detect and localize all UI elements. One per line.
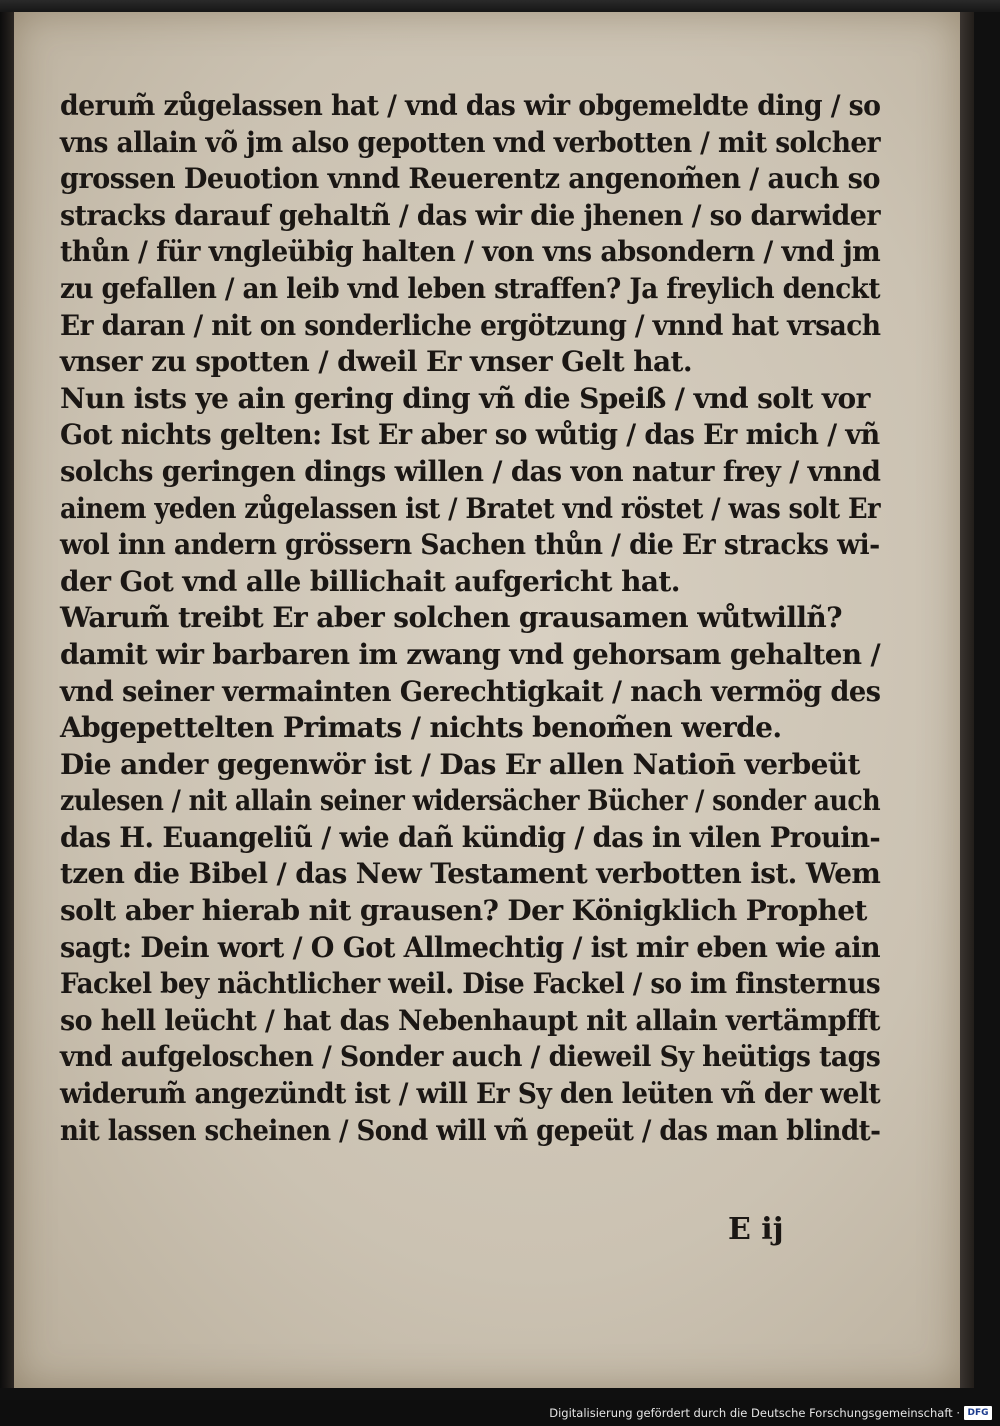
page-edge-left bbox=[0, 12, 14, 1388]
text-line: Nun ists ye ain gering ding vñ die Speiß / vnd solt vor bbox=[60, 381, 870, 415]
scan-top-strip bbox=[0, 0, 1000, 12]
text-line: Die ander gegenwör ist / Das Er allen Nation̄ verbeüt bbox=[60, 747, 860, 781]
text-line: stracks darauf gehaltñ / das wir die jhenen / so darwider bbox=[60, 198, 880, 232]
text-line: Er daran / nit on sonderliche ergötzung / vnnd hat vrsach bbox=[60, 308, 881, 342]
text-line: zulesen / nit allain seiner widersächer Bücher / sonder auch bbox=[60, 784, 881, 818]
text-line: Fackel bey nächtlicher weil. Dise Fackel / so im finsternus bbox=[60, 967, 881, 1001]
text-line: zu gefallen / an leib vnd leben straffen? Ja freylich denckt bbox=[60, 271, 880, 305]
text-line: tzen die Bibel / das New Testament verbotten ist. Wem bbox=[60, 857, 881, 891]
text-line: solchs geringen dings willen / das von natur frey / vnnd bbox=[60, 454, 881, 488]
text-line: vnd aufgeloschen / Sonder auch / dieweil Sy heütigs tags bbox=[60, 1040, 881, 1074]
text-line: damit wir barbaren im zwang vnd gehorsam gehalten / bbox=[60, 637, 881, 671]
text-line: vns allain võ jm also gepotten vnd verbotten / mit solcher bbox=[60, 125, 881, 159]
text-line: wol inn andern grössern Sachen thůn / die Er stracks wi- bbox=[60, 528, 880, 562]
text-line: derum̃ zůgelassen hat / vnd das wir obgemeldte ding / so bbox=[60, 89, 881, 122]
text-line: sagt: Dein wort / O Got Allmechtig / ist mir eben wie ain bbox=[60, 930, 881, 964]
signature-mark: E ij bbox=[728, 1212, 784, 1247]
dfg-logo: DFG bbox=[964, 1406, 992, 1420]
text-line: das H. Euangeliũ / wie dañ kündig / das in vilen Prouin- bbox=[60, 820, 881, 854]
text-line: nit lassen scheinen / Sond will vñ gepeüt / das man blindt- bbox=[60, 1113, 881, 1147]
text-line: widerum̃ angezündt ist / will Er Sy den leüten vñ der welt bbox=[60, 1077, 881, 1111]
text-line: ainem yeden zůgelassen ist / Bratet vnd röstet / was solt Er bbox=[60, 491, 881, 525]
text-line: Got nichts gelten: Ist Er aber so wůtig / das Er mich / vñ bbox=[60, 418, 880, 452]
text-line: grossen Deuotion vnnd Reuerentz angenom̃en / auch so bbox=[60, 162, 880, 196]
footer-credit: Digitalisierung gefördert durch die Deutsche Forschungsgemeinschaft · bbox=[549, 1406, 960, 1420]
page-text-block bbox=[60, 88, 880, 1149]
text-line: der Got vnd alle billichait aufgericht hat. bbox=[60, 564, 680, 598]
text-line: Abgepettelten Primats / nichts benom̃en werde. bbox=[60, 711, 782, 745]
text-line: vnd seiner vermainten Gerechtigkait / nach vermög des bbox=[60, 674, 881, 708]
footer-bar bbox=[0, 1400, 1000, 1426]
text-line: thůn / für vngleübig halten / von vns absondern / vnd jm bbox=[60, 235, 881, 269]
text-line: so hell leücht / hat das Nebenhaupt nit allain vertämpfft bbox=[60, 1003, 880, 1037]
page-edge-right bbox=[960, 12, 974, 1388]
text-line: Warum̃ treibt Er aber solchen grausamen wůtwillñ? bbox=[60, 601, 842, 635]
text-line: vnser zu spotten / dweil Er vnser Gelt hat. bbox=[60, 345, 692, 379]
text-line: solt aber hierab nit grausen? Der Königklich Prophet bbox=[60, 894, 867, 928]
